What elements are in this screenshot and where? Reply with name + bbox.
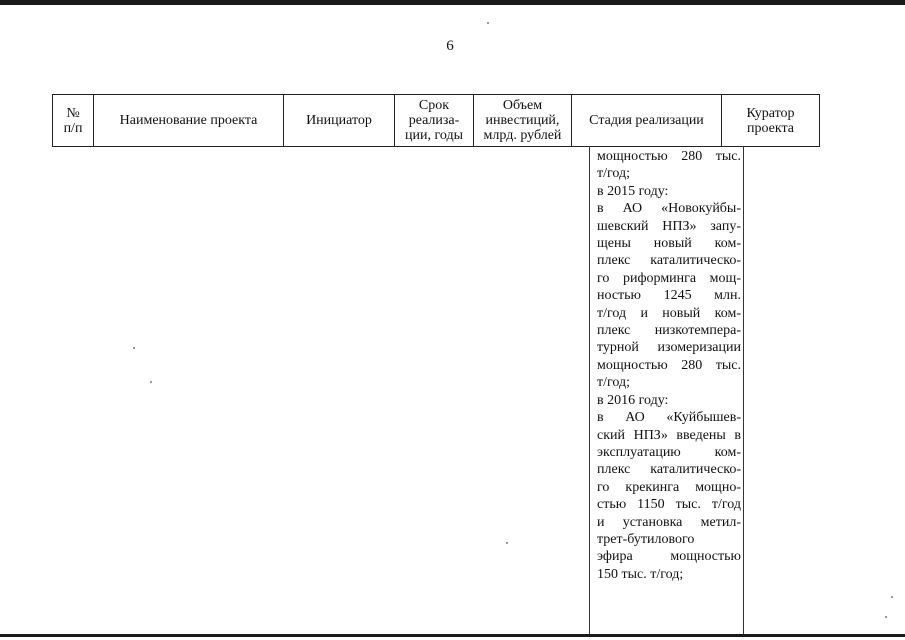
- header-initiator: Инициатор: [284, 95, 395, 147]
- stage-line: эфира мощностью: [597, 549, 741, 565]
- stage-line: в 2015 году:: [597, 183, 669, 199]
- stage-line: мощностью 280 тыс.: [597, 357, 741, 373]
- stage-line: плекс каталитическо-: [597, 253, 741, 269]
- stage-line: плекс низкотемпера-: [597, 323, 741, 339]
- stage-line: т/год и новый ком-: [597, 305, 741, 321]
- stage-line: в 2016 году:: [597, 392, 669, 408]
- header-stage: Стадия реализации: [572, 95, 722, 147]
- stage-line: ностью 1245 млн.: [597, 288, 741, 304]
- scan-speck: [506, 542, 508, 544]
- stage-line: эксплуатацию ком-: [597, 444, 741, 460]
- stage-line: и установка метил-: [597, 514, 741, 530]
- stage-line: т/год;: [597, 166, 631, 182]
- bottom-border-line: [0, 634, 905, 637]
- stage-line: в АО «Куйбышев-: [597, 410, 741, 426]
- stage-column-right-border: [743, 146, 744, 634]
- stage-line: стью 1150 тыс. т/год: [597, 497, 741, 513]
- scan-speck: [891, 596, 893, 598]
- header-investment-volume: Объем инвестиций, млрд. рублей: [474, 95, 572, 147]
- top-border-line: [0, 0, 905, 5]
- header-project-name: Наименование проекта: [94, 95, 284, 147]
- header-curator: Куратор проекта: [722, 95, 820, 147]
- stage-line: го крекинга мощно-: [597, 479, 741, 495]
- scan-speck: [487, 22, 489, 24]
- stage-line: в АО «Новокуйбы-: [597, 201, 741, 217]
- stage-line: го риформинга мощ-: [597, 270, 741, 286]
- stage-line: турной изомеризации: [597, 340, 741, 356]
- stage-column-left-border: [589, 146, 590, 634]
- stage-line: плекс каталитическо-: [597, 462, 741, 478]
- stage-line: трет-бутилового: [597, 531, 695, 547]
- page-number: 6: [446, 38, 454, 54]
- stage-line: шевский НПЗ» запу-: [597, 218, 741, 234]
- stage-line: щены новый ком-: [597, 236, 741, 252]
- scan-speck: [885, 616, 887, 618]
- projects-table-header: [52, 94, 820, 147]
- stage-cell-text: [597, 148, 741, 583]
- stage-line: мощностью 280 тыс.: [597, 149, 741, 164]
- stage-line: т/год;: [597, 375, 631, 391]
- header-number: № п/п: [53, 95, 94, 147]
- header-row: [53, 95, 820, 147]
- scan-speck: [133, 347, 135, 349]
- stage-line: 150 тыс. т/год;: [597, 566, 684, 582]
- scan-speck: [150, 381, 152, 383]
- stage-line: ский НПЗ» введены в: [597, 427, 741, 443]
- header-term: Срок реализа- ции, годы: [395, 95, 474, 147]
